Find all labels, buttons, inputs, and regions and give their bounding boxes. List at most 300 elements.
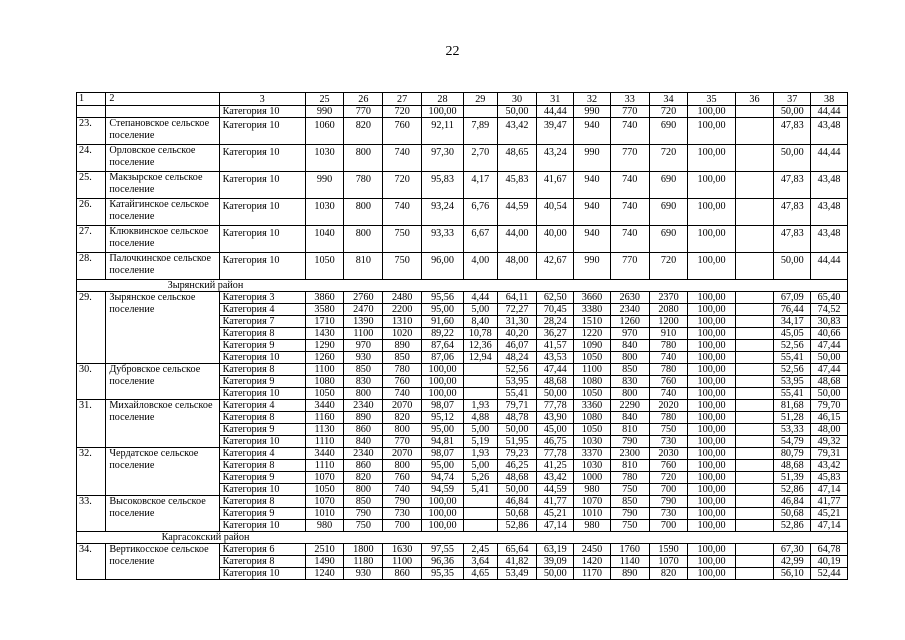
value-cell: 720 bbox=[649, 472, 688, 484]
value-cell: 40,54 bbox=[537, 199, 574, 226]
value-cell: 3580 bbox=[305, 304, 344, 316]
value-cell: 1040 bbox=[305, 226, 344, 253]
row-number: 29. bbox=[77, 292, 106, 364]
value-cell: 2510 bbox=[305, 544, 344, 556]
column-header: 37 bbox=[774, 93, 811, 106]
value-cell: 2370 bbox=[649, 292, 688, 304]
value-cell: 94,59 bbox=[422, 484, 464, 496]
category-cell: Категория 10 bbox=[219, 145, 305, 172]
category-cell: Категория 9 bbox=[219, 376, 305, 388]
value-cell: 46,75 bbox=[537, 436, 574, 448]
value-cell: 740 bbox=[383, 484, 422, 496]
value-cell: 990 bbox=[574, 106, 611, 118]
value-cell: 1050 bbox=[574, 424, 611, 436]
value-cell: 1070 bbox=[574, 496, 611, 508]
value-cell: 55,41 bbox=[774, 352, 811, 364]
value-cell: 1420 bbox=[574, 556, 611, 568]
category-cell: Категория 10 bbox=[219, 484, 305, 496]
district-spacer bbox=[305, 532, 847, 544]
value-cell: 1100 bbox=[383, 556, 422, 568]
value-cell: 1070 bbox=[305, 496, 344, 508]
value-cell: 1760 bbox=[610, 544, 649, 556]
value-cell: 51,28 bbox=[774, 412, 811, 424]
value-cell: 1130 bbox=[305, 424, 344, 436]
value-cell bbox=[735, 412, 774, 424]
value-cell: 100,00 bbox=[422, 496, 464, 508]
column-header: 31 bbox=[537, 93, 574, 106]
value-cell: 990 bbox=[305, 172, 344, 199]
value-cell: 46,25 bbox=[497, 460, 537, 472]
value-cell: 720 bbox=[649, 253, 688, 280]
value-cell: 1010 bbox=[574, 508, 611, 520]
value-cell: 41,67 bbox=[537, 172, 574, 199]
value-cell: 1000 bbox=[574, 472, 611, 484]
value-cell: 770 bbox=[344, 106, 383, 118]
value-cell: 74,52 bbox=[811, 304, 848, 316]
value-cell: 44,44 bbox=[811, 145, 848, 172]
value-cell: 44,59 bbox=[497, 199, 537, 226]
value-cell: 100,00 bbox=[688, 118, 735, 145]
value-cell bbox=[735, 520, 774, 532]
value-cell: 64,11 bbox=[497, 292, 537, 304]
value-cell: 760 bbox=[649, 460, 688, 472]
value-cell: 100,00 bbox=[688, 106, 735, 118]
value-cell: 2630 bbox=[610, 292, 649, 304]
value-cell: 1030 bbox=[574, 460, 611, 472]
value-cell: 100,00 bbox=[688, 172, 735, 199]
value-cell: 760 bbox=[649, 376, 688, 388]
value-cell bbox=[735, 364, 774, 376]
value-cell: 52,86 bbox=[774, 520, 811, 532]
column-header: 35 bbox=[688, 93, 735, 106]
category-cell: Категория 9 bbox=[219, 472, 305, 484]
value-cell: 47,44 bbox=[811, 364, 848, 376]
value-cell: 42,99 bbox=[774, 556, 811, 568]
value-cell: 45,83 bbox=[497, 172, 537, 199]
value-cell: 100,00 bbox=[688, 292, 735, 304]
value-cell: 40,66 bbox=[811, 328, 848, 340]
district-name: Каргасокский район bbox=[106, 532, 305, 544]
value-cell: 53,95 bbox=[774, 376, 811, 388]
value-cell: 2340 bbox=[610, 304, 649, 316]
value-cell: 50,00 bbox=[537, 568, 574, 580]
value-cell: 790 bbox=[344, 508, 383, 520]
table-row bbox=[77, 118, 848, 145]
column-header: 36 bbox=[735, 93, 774, 106]
value-cell: 700 bbox=[649, 484, 688, 496]
value-cell: 730 bbox=[383, 508, 422, 520]
value-cell: 52,44 bbox=[811, 568, 848, 580]
value-cell bbox=[735, 316, 774, 328]
value-cell: 28,24 bbox=[537, 316, 574, 328]
value-cell: 63,19 bbox=[537, 544, 574, 556]
settlement-name: Макзырское сельское поселение bbox=[106, 172, 219, 199]
value-cell: 100,00 bbox=[688, 448, 735, 460]
value-cell: 2020 bbox=[649, 400, 688, 412]
row-number: 28. bbox=[77, 253, 106, 280]
value-cell bbox=[735, 340, 774, 352]
value-cell: 830 bbox=[344, 376, 383, 388]
value-cell: 1430 bbox=[305, 328, 344, 340]
value-cell: 46,84 bbox=[497, 496, 537, 508]
value-cell: 1030 bbox=[305, 145, 344, 172]
value-cell: 930 bbox=[344, 352, 383, 364]
value-cell: 47,44 bbox=[811, 340, 848, 352]
value-cell: 770 bbox=[610, 145, 649, 172]
value-cell: 740 bbox=[649, 388, 688, 400]
settlement-name: Вертикосское сельское поселение bbox=[106, 544, 219, 580]
value-cell: 100,00 bbox=[422, 388, 464, 400]
value-cell: 800 bbox=[383, 460, 422, 472]
value-cell: 100,00 bbox=[688, 328, 735, 340]
value-cell: 760 bbox=[383, 118, 422, 145]
value-cell: 720 bbox=[649, 106, 688, 118]
value-cell: 1180 bbox=[344, 556, 383, 568]
page-number: 22 bbox=[445, 44, 460, 59]
value-cell bbox=[735, 145, 774, 172]
value-cell: 1080 bbox=[305, 376, 344, 388]
category-cell: Категория 10 bbox=[219, 388, 305, 400]
category-cell: Категория 6 bbox=[219, 544, 305, 556]
value-cell: 50,00 bbox=[497, 106, 537, 118]
value-cell: 720 bbox=[383, 106, 422, 118]
value-cell bbox=[464, 496, 498, 508]
value-cell: 840 bbox=[344, 436, 383, 448]
value-cell: 5,19 bbox=[464, 436, 498, 448]
category-cell: Категория 9 bbox=[219, 340, 305, 352]
value-cell: 5,26 bbox=[464, 472, 498, 484]
value-cell: 100,00 bbox=[688, 304, 735, 316]
value-cell: 1050 bbox=[305, 484, 344, 496]
value-cell: 810 bbox=[344, 253, 383, 280]
value-cell: 48,68 bbox=[774, 460, 811, 472]
category-cell: Категория 8 bbox=[219, 460, 305, 472]
value-cell: 10,78 bbox=[464, 328, 498, 340]
column-header: 1 bbox=[77, 93, 106, 106]
value-cell: 990 bbox=[574, 253, 611, 280]
value-cell: 2,70 bbox=[464, 145, 498, 172]
value-cell: 1200 bbox=[649, 316, 688, 328]
value-cell: 2200 bbox=[383, 304, 422, 316]
row-number: 31. bbox=[77, 400, 106, 448]
value-cell: 790 bbox=[383, 496, 422, 508]
value-cell: 1510 bbox=[574, 316, 611, 328]
header-row bbox=[77, 93, 848, 106]
value-cell: 800 bbox=[383, 424, 422, 436]
value-cell: 1800 bbox=[344, 544, 383, 556]
value-cell: 52,56 bbox=[774, 340, 811, 352]
value-cell: 1310 bbox=[383, 316, 422, 328]
value-cell: 1260 bbox=[610, 316, 649, 328]
value-cell: 95,35 bbox=[422, 568, 464, 580]
value-cell: 79,70 bbox=[811, 400, 848, 412]
value-cell: 87,06 bbox=[422, 352, 464, 364]
table-row bbox=[77, 106, 848, 118]
value-cell: 97,30 bbox=[422, 145, 464, 172]
value-cell: 760 bbox=[383, 472, 422, 484]
value-cell: 1,93 bbox=[464, 448, 498, 460]
category-cell: Категория 9 bbox=[219, 508, 305, 520]
value-cell: 2290 bbox=[610, 400, 649, 412]
value-cell: 3370 bbox=[574, 448, 611, 460]
value-cell: 1170 bbox=[574, 568, 611, 580]
value-cell: 2030 bbox=[649, 448, 688, 460]
value-cell: 46,07 bbox=[497, 340, 537, 352]
value-cell: 77,78 bbox=[537, 448, 574, 460]
value-cell: 100,00 bbox=[688, 376, 735, 388]
value-cell: 740 bbox=[610, 118, 649, 145]
value-cell: 990 bbox=[574, 145, 611, 172]
category-cell: Категория 4 bbox=[219, 448, 305, 460]
column-header: 3 bbox=[219, 93, 305, 106]
value-cell: 98,07 bbox=[422, 448, 464, 460]
value-cell: 43,48 bbox=[811, 118, 848, 145]
value-cell: 1050 bbox=[574, 388, 611, 400]
value-cell: 800 bbox=[344, 199, 383, 226]
value-cell: 5,41 bbox=[464, 484, 498, 496]
value-cell: 690 bbox=[649, 199, 688, 226]
row-number: 25. bbox=[77, 172, 106, 199]
value-cell: 34,17 bbox=[774, 316, 811, 328]
value-cell: 44,59 bbox=[537, 484, 574, 496]
table-row bbox=[77, 364, 848, 376]
value-cell: 7,89 bbox=[464, 118, 498, 145]
value-cell: 850 bbox=[383, 352, 422, 364]
row-number: 30. bbox=[77, 364, 106, 400]
value-cell: 44,00 bbox=[497, 226, 537, 253]
value-cell: 5,00 bbox=[464, 460, 498, 472]
value-cell bbox=[735, 568, 774, 580]
value-cell: 43,48 bbox=[811, 226, 848, 253]
value-cell: 100,00 bbox=[688, 340, 735, 352]
value-cell: 50,00 bbox=[774, 145, 811, 172]
value-cell: 100,00 bbox=[688, 520, 735, 532]
value-cell: 43,48 bbox=[811, 172, 848, 199]
value-cell: 780 bbox=[610, 472, 649, 484]
value-cell: 770 bbox=[383, 436, 422, 448]
value-cell: 2300 bbox=[610, 448, 649, 460]
category-cell: Категория 10 bbox=[219, 172, 305, 199]
value-cell: 48,68 bbox=[497, 472, 537, 484]
value-cell: 95,00 bbox=[422, 460, 464, 472]
value-cell bbox=[735, 424, 774, 436]
value-cell: 47,14 bbox=[537, 520, 574, 532]
value-cell: 48,78 bbox=[497, 412, 537, 424]
value-cell bbox=[735, 556, 774, 568]
value-cell: 43,53 bbox=[537, 352, 574, 364]
value-cell: 1050 bbox=[305, 253, 344, 280]
value-cell: 840 bbox=[610, 412, 649, 424]
value-cell: 100,00 bbox=[688, 145, 735, 172]
value-cell: 41,82 bbox=[497, 556, 537, 568]
column-header: 26 bbox=[344, 93, 383, 106]
category-cell: Категория 10 bbox=[219, 118, 305, 145]
value-cell: 62,50 bbox=[537, 292, 574, 304]
value-cell bbox=[735, 388, 774, 400]
value-cell bbox=[735, 448, 774, 460]
category-cell: Категория 4 bbox=[219, 304, 305, 316]
district-row bbox=[77, 532, 848, 544]
value-cell: 55,41 bbox=[497, 388, 537, 400]
value-cell: 41,57 bbox=[537, 340, 574, 352]
value-cell: 820 bbox=[383, 412, 422, 424]
value-cell: 970 bbox=[610, 328, 649, 340]
value-cell: 5,00 bbox=[464, 424, 498, 436]
value-cell: 100,00 bbox=[688, 484, 735, 496]
value-cell: 2450 bbox=[574, 544, 611, 556]
value-cell: 800 bbox=[344, 226, 383, 253]
value-cell: 100,00 bbox=[688, 508, 735, 520]
value-cell: 100,00 bbox=[688, 460, 735, 472]
value-cell: 890 bbox=[383, 340, 422, 352]
value-cell: 2,45 bbox=[464, 544, 498, 556]
value-cell: 860 bbox=[344, 460, 383, 472]
value-cell bbox=[735, 508, 774, 520]
value-cell bbox=[735, 400, 774, 412]
value-cell: 6,76 bbox=[464, 199, 498, 226]
value-cell: 100,00 bbox=[422, 376, 464, 388]
value-cell: 770 bbox=[610, 106, 649, 118]
column-header: 33 bbox=[610, 93, 649, 106]
value-cell: 12,36 bbox=[464, 340, 498, 352]
value-cell: 100,00 bbox=[688, 226, 735, 253]
value-cell: 47,83 bbox=[774, 118, 811, 145]
row-number: 33. bbox=[77, 496, 106, 532]
value-cell: 76,44 bbox=[774, 304, 811, 316]
value-cell: 100,00 bbox=[688, 436, 735, 448]
row-number: 27. bbox=[77, 226, 106, 253]
value-cell: 740 bbox=[383, 199, 422, 226]
value-cell: 890 bbox=[610, 568, 649, 580]
value-cell: 47,83 bbox=[774, 199, 811, 226]
value-cell: 3440 bbox=[305, 400, 344, 412]
value-cell: 100,00 bbox=[688, 472, 735, 484]
category-cell: Категория 10 bbox=[219, 568, 305, 580]
table-row bbox=[77, 226, 848, 253]
value-cell: 3440 bbox=[305, 448, 344, 460]
row-number: 32. bbox=[77, 448, 106, 496]
value-cell: 93,33 bbox=[422, 226, 464, 253]
value-cell: 780 bbox=[383, 364, 422, 376]
value-cell: 1030 bbox=[305, 199, 344, 226]
value-cell: 43,42 bbox=[537, 472, 574, 484]
value-cell: 45,21 bbox=[811, 508, 848, 520]
value-cell: 740 bbox=[383, 388, 422, 400]
value-cell: 100,00 bbox=[688, 400, 735, 412]
value-cell: 98,07 bbox=[422, 400, 464, 412]
value-cell: 100,00 bbox=[688, 199, 735, 226]
value-cell: 43,24 bbox=[537, 145, 574, 172]
settlement-name: Клюквинское сельское поселение bbox=[106, 226, 219, 253]
value-cell: 1220 bbox=[574, 328, 611, 340]
value-cell: 690 bbox=[649, 172, 688, 199]
value-cell: 56,10 bbox=[774, 568, 811, 580]
value-cell: 5,00 bbox=[464, 304, 498, 316]
value-cell: 2340 bbox=[344, 448, 383, 460]
value-cell: 94,74 bbox=[422, 472, 464, 484]
value-cell: 95,56 bbox=[422, 292, 464, 304]
value-cell: 1100 bbox=[305, 364, 344, 376]
value-cell: 4,00 bbox=[464, 253, 498, 280]
column-header: 30 bbox=[497, 93, 537, 106]
value-cell: 740 bbox=[610, 172, 649, 199]
value-cell: 790 bbox=[649, 496, 688, 508]
value-cell: 79,71 bbox=[497, 400, 537, 412]
category-cell: Категория 10 bbox=[219, 226, 305, 253]
settlement-name: Чердатское сельское поселение bbox=[106, 448, 219, 496]
value-cell bbox=[735, 376, 774, 388]
value-cell: 43,42 bbox=[811, 460, 848, 472]
value-cell: 1090 bbox=[574, 340, 611, 352]
value-cell: 50,00 bbox=[774, 253, 811, 280]
value-cell bbox=[464, 106, 498, 118]
value-cell: 940 bbox=[574, 226, 611, 253]
district-spacer bbox=[77, 532, 106, 544]
value-cell: 2070 bbox=[383, 448, 422, 460]
value-cell: 100,00 bbox=[688, 496, 735, 508]
value-cell: 750 bbox=[344, 520, 383, 532]
value-cell bbox=[735, 352, 774, 364]
value-cell bbox=[735, 226, 774, 253]
value-cell: 100,00 bbox=[422, 508, 464, 520]
table-row bbox=[77, 253, 848, 280]
value-cell: 860 bbox=[383, 568, 422, 580]
value-cell: 700 bbox=[383, 520, 422, 532]
value-cell: 750 bbox=[383, 253, 422, 280]
value-cell: 43,48 bbox=[811, 199, 848, 226]
table-row bbox=[77, 496, 848, 508]
value-cell: 850 bbox=[344, 364, 383, 376]
settlement-name bbox=[106, 106, 219, 118]
value-cell: 100,00 bbox=[688, 556, 735, 568]
value-cell: 47,14 bbox=[811, 484, 848, 496]
value-cell: 780 bbox=[649, 412, 688, 424]
value-cell: 4,44 bbox=[464, 292, 498, 304]
value-cell: 97,55 bbox=[422, 544, 464, 556]
value-cell: 1240 bbox=[305, 568, 344, 580]
value-cell: 860 bbox=[344, 424, 383, 436]
value-cell: 52,56 bbox=[774, 364, 811, 376]
value-cell: 990 bbox=[305, 106, 344, 118]
value-cell bbox=[735, 172, 774, 199]
value-cell: 53,49 bbox=[497, 568, 537, 580]
category-cell: Категория 10 bbox=[219, 253, 305, 280]
table-row bbox=[77, 400, 848, 412]
settlement-name: Степановское сельское поселение bbox=[106, 118, 219, 145]
value-cell: 970 bbox=[344, 340, 383, 352]
value-cell: 800 bbox=[344, 388, 383, 400]
value-cell: 51,39 bbox=[774, 472, 811, 484]
value-cell: 740 bbox=[610, 226, 649, 253]
row-number: 23. bbox=[77, 118, 106, 145]
value-cell: 1070 bbox=[305, 472, 344, 484]
value-cell: 1140 bbox=[610, 556, 649, 568]
value-cell bbox=[735, 253, 774, 280]
value-cell: 64,78 bbox=[811, 544, 848, 556]
value-cell: 89,22 bbox=[422, 328, 464, 340]
value-cell: 770 bbox=[610, 253, 649, 280]
value-cell: 41,25 bbox=[537, 460, 574, 472]
value-cell: 2480 bbox=[383, 292, 422, 304]
tariff-table bbox=[76, 92, 848, 580]
value-cell: 47,44 bbox=[537, 364, 574, 376]
table-row bbox=[77, 199, 848, 226]
value-cell: 67,30 bbox=[774, 544, 811, 556]
value-cell: 65,40 bbox=[811, 292, 848, 304]
value-cell: 45,21 bbox=[537, 508, 574, 520]
category-cell: Категория 9 bbox=[219, 424, 305, 436]
value-cell: 36,27 bbox=[537, 328, 574, 340]
